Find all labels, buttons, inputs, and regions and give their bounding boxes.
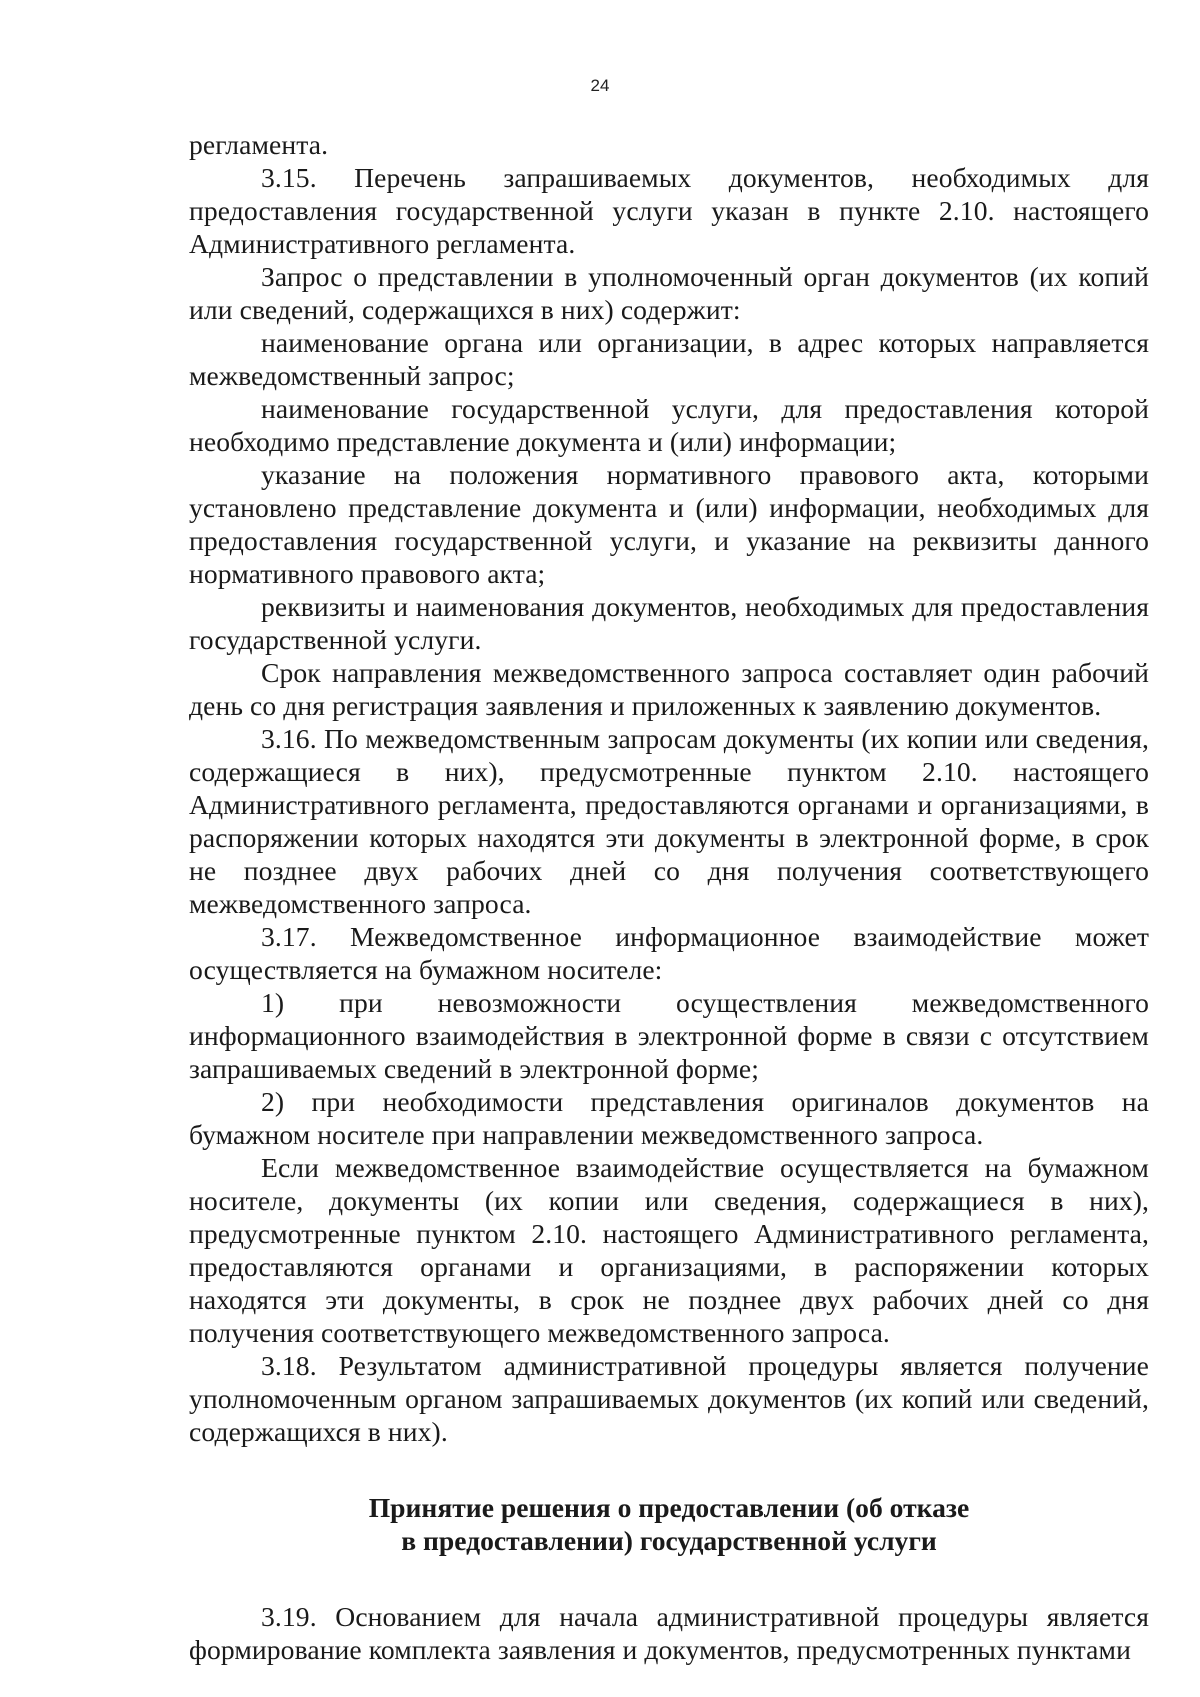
section-heading — [189, 1491, 1149, 1557]
list-item-legal-act: указание на положения нормативного правового акта, которыми установлено представление документа и (или) информации, необходимых для предоставления государственной услуги, и указание на реквизиты данного нормативного правового акта; — [189, 459, 1149, 589]
section-heading-line-2: в предоставлении) государственной услуги — [401, 1525, 937, 1556]
paragraph-continuation: регламента. — [189, 129, 329, 160]
paragraph-request-contents: Запрос о представлении в уполномоченный орган документов (их копий или сведений, содержащихся в них) содержит: — [189, 261, 1149, 325]
list-item-2: 2) при необходимости представления оригиналов документов на бумажном носителе при направлении межведомственного запроса. — [189, 1086, 1149, 1150]
paragraph-3-15: 3.15. Перечень запрашиваемых документов, необходимых для предоставления государственной услуги указан в пункте 2.10. настоящего Административного регламента. — [189, 162, 1149, 259]
paragraph-3-16: 3.16. По межведомственным запросам документы (их копии или сведения, содержащиеся в них), предусмотренные пунктом 2.10. настоящего Административного регламента, предоставляются органами и организациями, в распоряжении которых находятся эти документы в электронной форме, в срок не позднее двух рабочих дней со дня получения соответствующего межведомственного запроса. — [189, 723, 1149, 919]
paragraph-3-19: 3.19. Основанием для начала административной процедуры является формирование комплекта заявления и документов, предусмотренных пунктами — [189, 1601, 1149, 1665]
paragraph-paper-interaction: Если межведомственное взаимодействие осуществляется на бумажном носителе, документы (их копии или сведения, содержащиеся в них), предусмотренные пунктом 2.10. настоящего Административного регламента, предоставляются органами и организациями, в распоряжении которых находятся эти документы, в срок не позднее двух рабочих дней со дня получения соответствующего межведомственного запроса. — [189, 1152, 1149, 1348]
list-item-organization-name: наименование органа или организации, в адрес которых направляется межведомственный запрос; — [189, 327, 1149, 391]
paragraph-3-18: 3.18. Результатом административной процедуры является получение уполномоченным органом запрашиваемых документов (их копий или сведений, содержащихся в них). — [189, 1350, 1149, 1447]
paragraph-3-17: 3.17. Межведомственное информационное взаимодействие может осуществляется на бумажном носителе: — [189, 921, 1149, 985]
list-item-1: 1) при невозможности осуществления межведомственного информационного взаимодействия в электронной форме в связи с отсутствием запрашиваемых сведений в электронной форме; — [189, 987, 1149, 1084]
paragraph-request-deadline: Срок направления межведомственного запроса составляет один рабочий день со дня регистрация заявления и приложенных к заявлению документов. — [189, 657, 1149, 721]
section-heading-line-1: Принятие решения о предоставлении (об отказе — [368, 1492, 970, 1523]
list-item-document-details: реквизиты и наименования документов, необходимых для предоставления государственной услуги. — [189, 591, 1149, 655]
document-body — [189, 128, 1149, 1666]
list-item-service-name: наименование государственной услуги, для предоставления которой необходимо представление документа и (или) информации; — [189, 393, 1149, 457]
page-number: 24 — [590, 76, 610, 95]
